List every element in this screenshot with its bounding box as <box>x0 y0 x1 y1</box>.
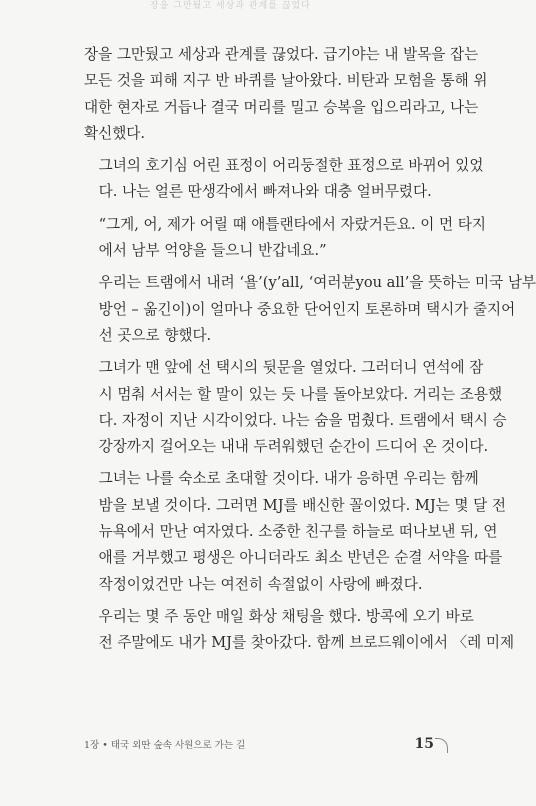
text-line: 방언 – 옮긴이)이 얼마나 중요한 단어인지 토론하며 택시가 줄지어 <box>98 300 516 318</box>
paragraph <box>84 212 486 265</box>
text-line: 전 주말에도 내가 MJ를 찾아갔다. 함께 브로드웨이에서 〈레 미제 <box>98 634 515 652</box>
page-number-text: 15 <box>414 736 434 752</box>
page-footer <box>84 734 434 754</box>
text-line: 애를 거부했고 평생은 아니더라도 최소 반년은 순결 서약을 따를 <box>98 549 503 567</box>
text-line: 작정이었건만 나는 여전히 속절없이 사랑에 빠졌다. <box>98 575 423 593</box>
paragraph <box>84 153 484 206</box>
text-line: 대한 현자로 거듭나 결국 머리를 밀고 승복을 입으리라고, 나는 <box>84 98 479 116</box>
text-line: 우리는 몇 주 동안 매일 화상 채팅을 했다. 방콕에 오기 바로 <box>98 607 474 625</box>
paragraph <box>84 355 507 460</box>
paragraph <box>84 466 506 597</box>
text-line: 다. 나는 얼른 딴생각에서 빠져나와 대충 얼버무렸다. <box>98 183 432 201</box>
text-line: 우리는 트램에서 내려 ‘욜’(y’all, ‘여러분you all’을 뜻하는 미국 남부 <box>98 274 536 292</box>
page-curl-icon <box>435 738 448 753</box>
text-line: 그녀는 나를 숙소로 초대할 것이다. 내가 응하면 우리는 함께 <box>98 470 479 488</box>
paragraph <box>84 604 515 657</box>
text-line: 밤을 보낼 것이다. 그러면 MJ를 배신한 꼴이었다. MJ는 몇 달 전 <box>98 496 506 514</box>
text-line: 그녀가 맨 앞에 선 택시의 뒷문을 열었다. 그러더니 연석에 잠 <box>98 359 484 377</box>
text-line: 선 곳으로 향했다. <box>98 326 212 344</box>
running-title: 1장 • 태국 외딴 숲속 사원으로 가는 길 <box>84 740 246 751</box>
text-line: 모든 것을 피해 지구 반 바퀴를 날아왔다. 비탄과 모험을 통해 위 <box>84 72 488 90</box>
text-line: 확신했다. <box>84 124 146 142</box>
paragraph <box>84 270 536 349</box>
body-text <box>84 42 536 663</box>
paragraph <box>84 42 488 147</box>
text-line: 시 멈춰 서서는 할 말이 있는 듯 나를 돌아보았다. 거리는 조용했 <box>98 385 503 403</box>
previous-page-bleed: 장을 그만뒀고 세상과 관계를 끊었다 <box>150 1 311 11</box>
page-number <box>415 736 434 752</box>
text-line: 뉴욕에서 만난 여자였다. 소중한 친구를 하늘로 떠나보낸 뒤, 연 <box>98 523 498 541</box>
text-line: 그녀의 호기심 어린 표정이 어리둥절한 표정으로 바뀌어 있었 <box>98 157 484 175</box>
text-line: “그게, 어, 제가 어릴 때 애틀랜타에서 자랐거든요. 이 먼 타지 <box>98 215 486 233</box>
text-line: 다. 자정이 지난 시각이었다. 나는 숨을 멈췄다. 트램에서 택시 승 <box>98 411 507 429</box>
text-line: 에서 남부 억양을 들으니 반갑네요.” <box>98 242 327 260</box>
text-line: 강장까지 걸어오는 내내 두려워했던 순간이 드디어 온 것이다. <box>98 438 489 456</box>
text-line: 장을 그만뒀고 세상과 관계를 끊었다. 급기야는 내 발목을 잡는 <box>84 46 479 63</box>
